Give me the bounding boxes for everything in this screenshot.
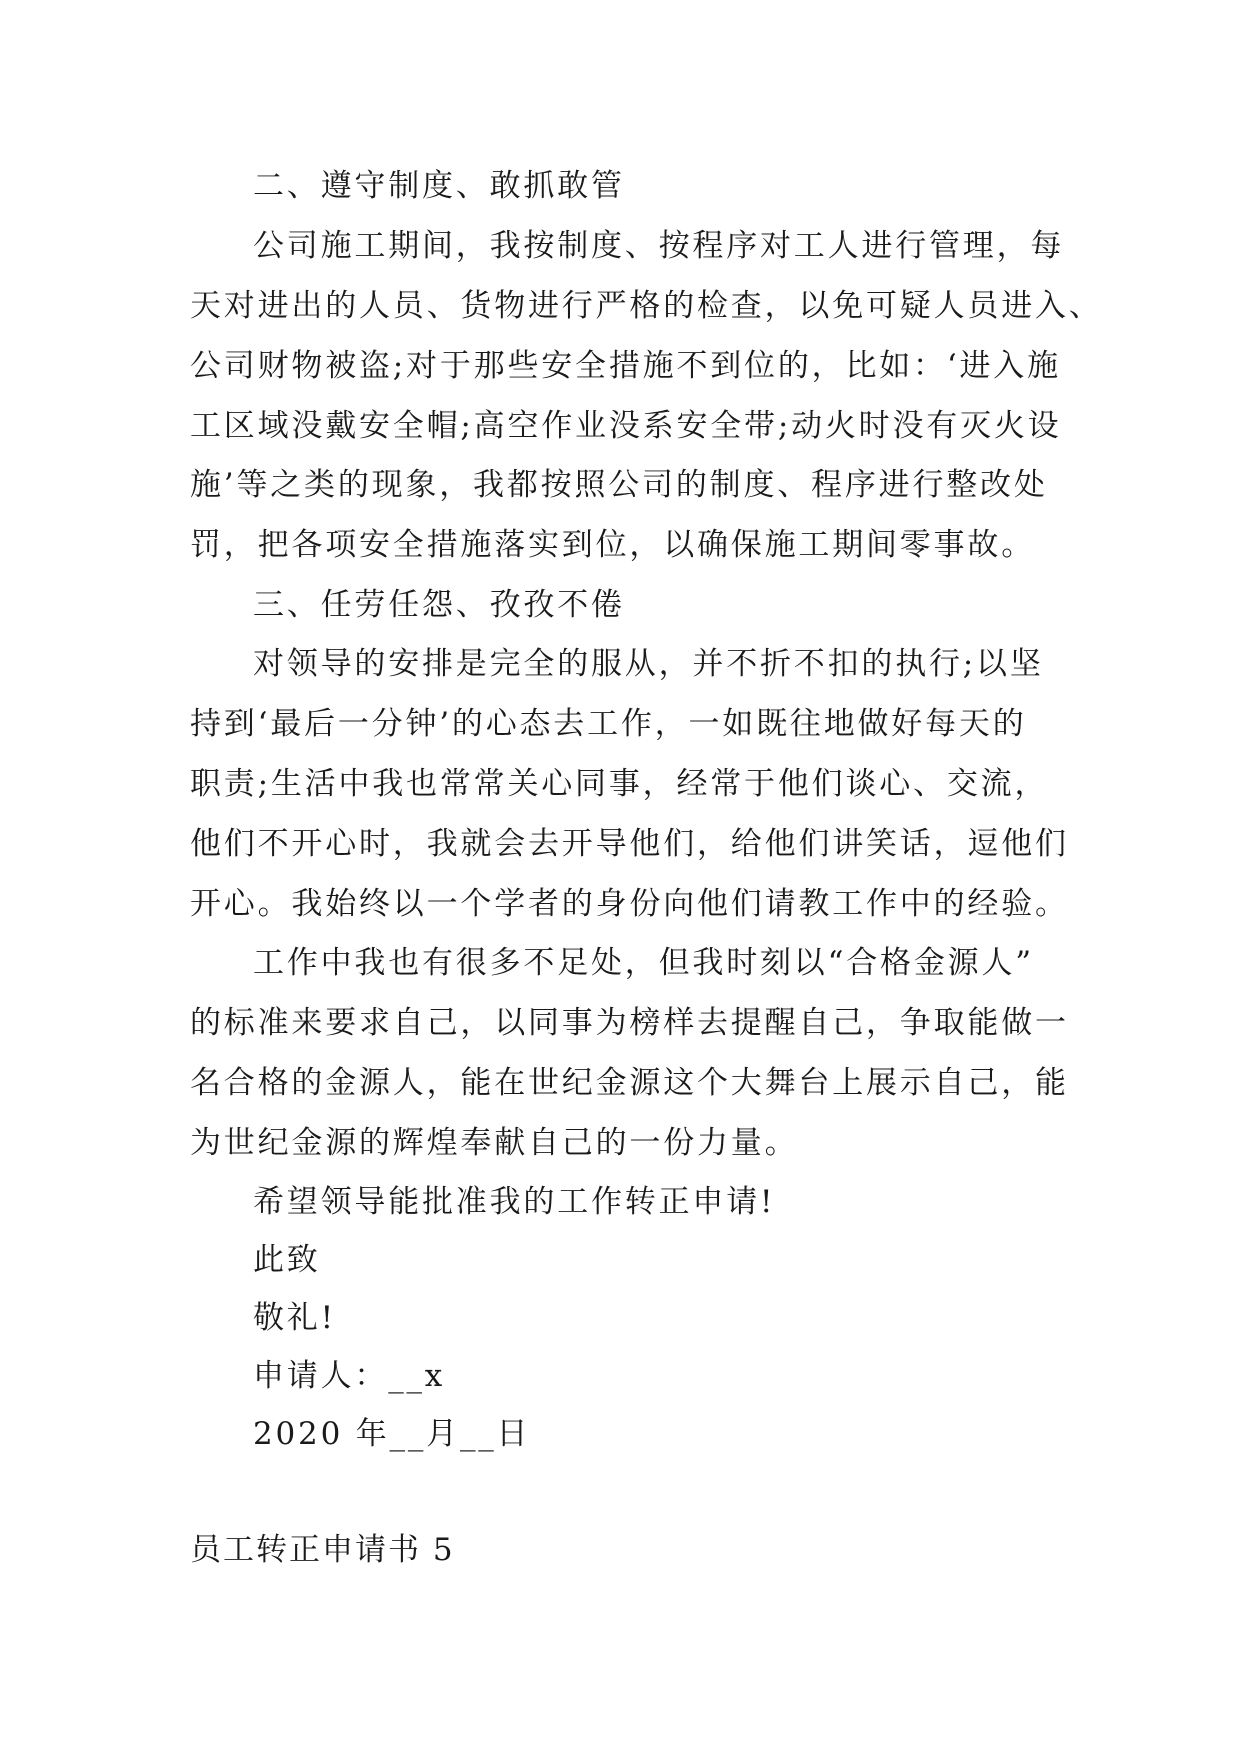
section-heading: 二、遵守制度、敢抓敢管 xyxy=(253,168,625,204)
paragraph-line: 公司施工期间，我按制度、按程序对工人进行管理，每 xyxy=(253,228,1065,264)
next-document-title: 员工转正申请书 5 xyxy=(190,1532,455,1568)
paragraph-line: 的标准来要求自己，以同事为榜样去提醒自己，争取能做一 xyxy=(190,1005,1069,1041)
salutation-line: 敬礼! xyxy=(253,1300,336,1336)
paragraph-line: 罚，把各项安全措施落实到位，以确保施工期间零事故。 xyxy=(190,527,1035,563)
paragraph-line: 名合格的金源人，能在世纪金源这个大舞台上展示自己，能 xyxy=(190,1065,1069,1101)
paragraph-line: 开心。我始终以一个学者的身份向他们请教工作中的经验。 xyxy=(190,886,1069,922)
applicant-line: 申请人：__x xyxy=(253,1358,446,1394)
paragraph-line: 持到‘最后一分钟’的心态去工作，一如既往地做好每天的 xyxy=(190,706,1027,742)
paragraph-line: 职责;生活中我也常常关心同事，经常于他们谈心、交流， xyxy=(190,766,1049,802)
paragraph-line: 对领导的安排是完全的服从，并不折不扣的执行;以坚 xyxy=(253,646,1044,682)
paragraph-line: 他们不开心时，我就会去开导他们，给他们讲笑话，逗他们 xyxy=(190,826,1069,862)
paragraph-line: 天对进出的人员、货物进行严格的检查，以免可疑人员进入、 xyxy=(190,288,1103,324)
closing-line: 希望领导能批准我的工作转正申请! xyxy=(253,1184,776,1220)
paragraph-line: 为世纪金源的辉煌奉献自己的一份力量。 xyxy=(190,1125,799,1161)
paragraph-line: 工作中我也有很多不足处，但我时刻以“合格金源人” xyxy=(253,945,1034,981)
section-heading: 三、任劳任怨、孜孜不倦 xyxy=(253,587,625,623)
paragraph-line: 公司财物被盗;对于那些安全措施不到位的，比如：‘进入施 xyxy=(190,348,1061,384)
paragraph-line: 工区域没戴安全帽;高空作业没系安全带;动火时没有灭火设 xyxy=(190,408,1062,444)
paragraph-line: 施’等之类的现象，我都按照公司的制度、程序进行整改处 xyxy=(190,467,1048,503)
salutation-line: 此致 xyxy=(253,1242,321,1278)
date-line: 2020 年__月__日 xyxy=(253,1416,531,1452)
